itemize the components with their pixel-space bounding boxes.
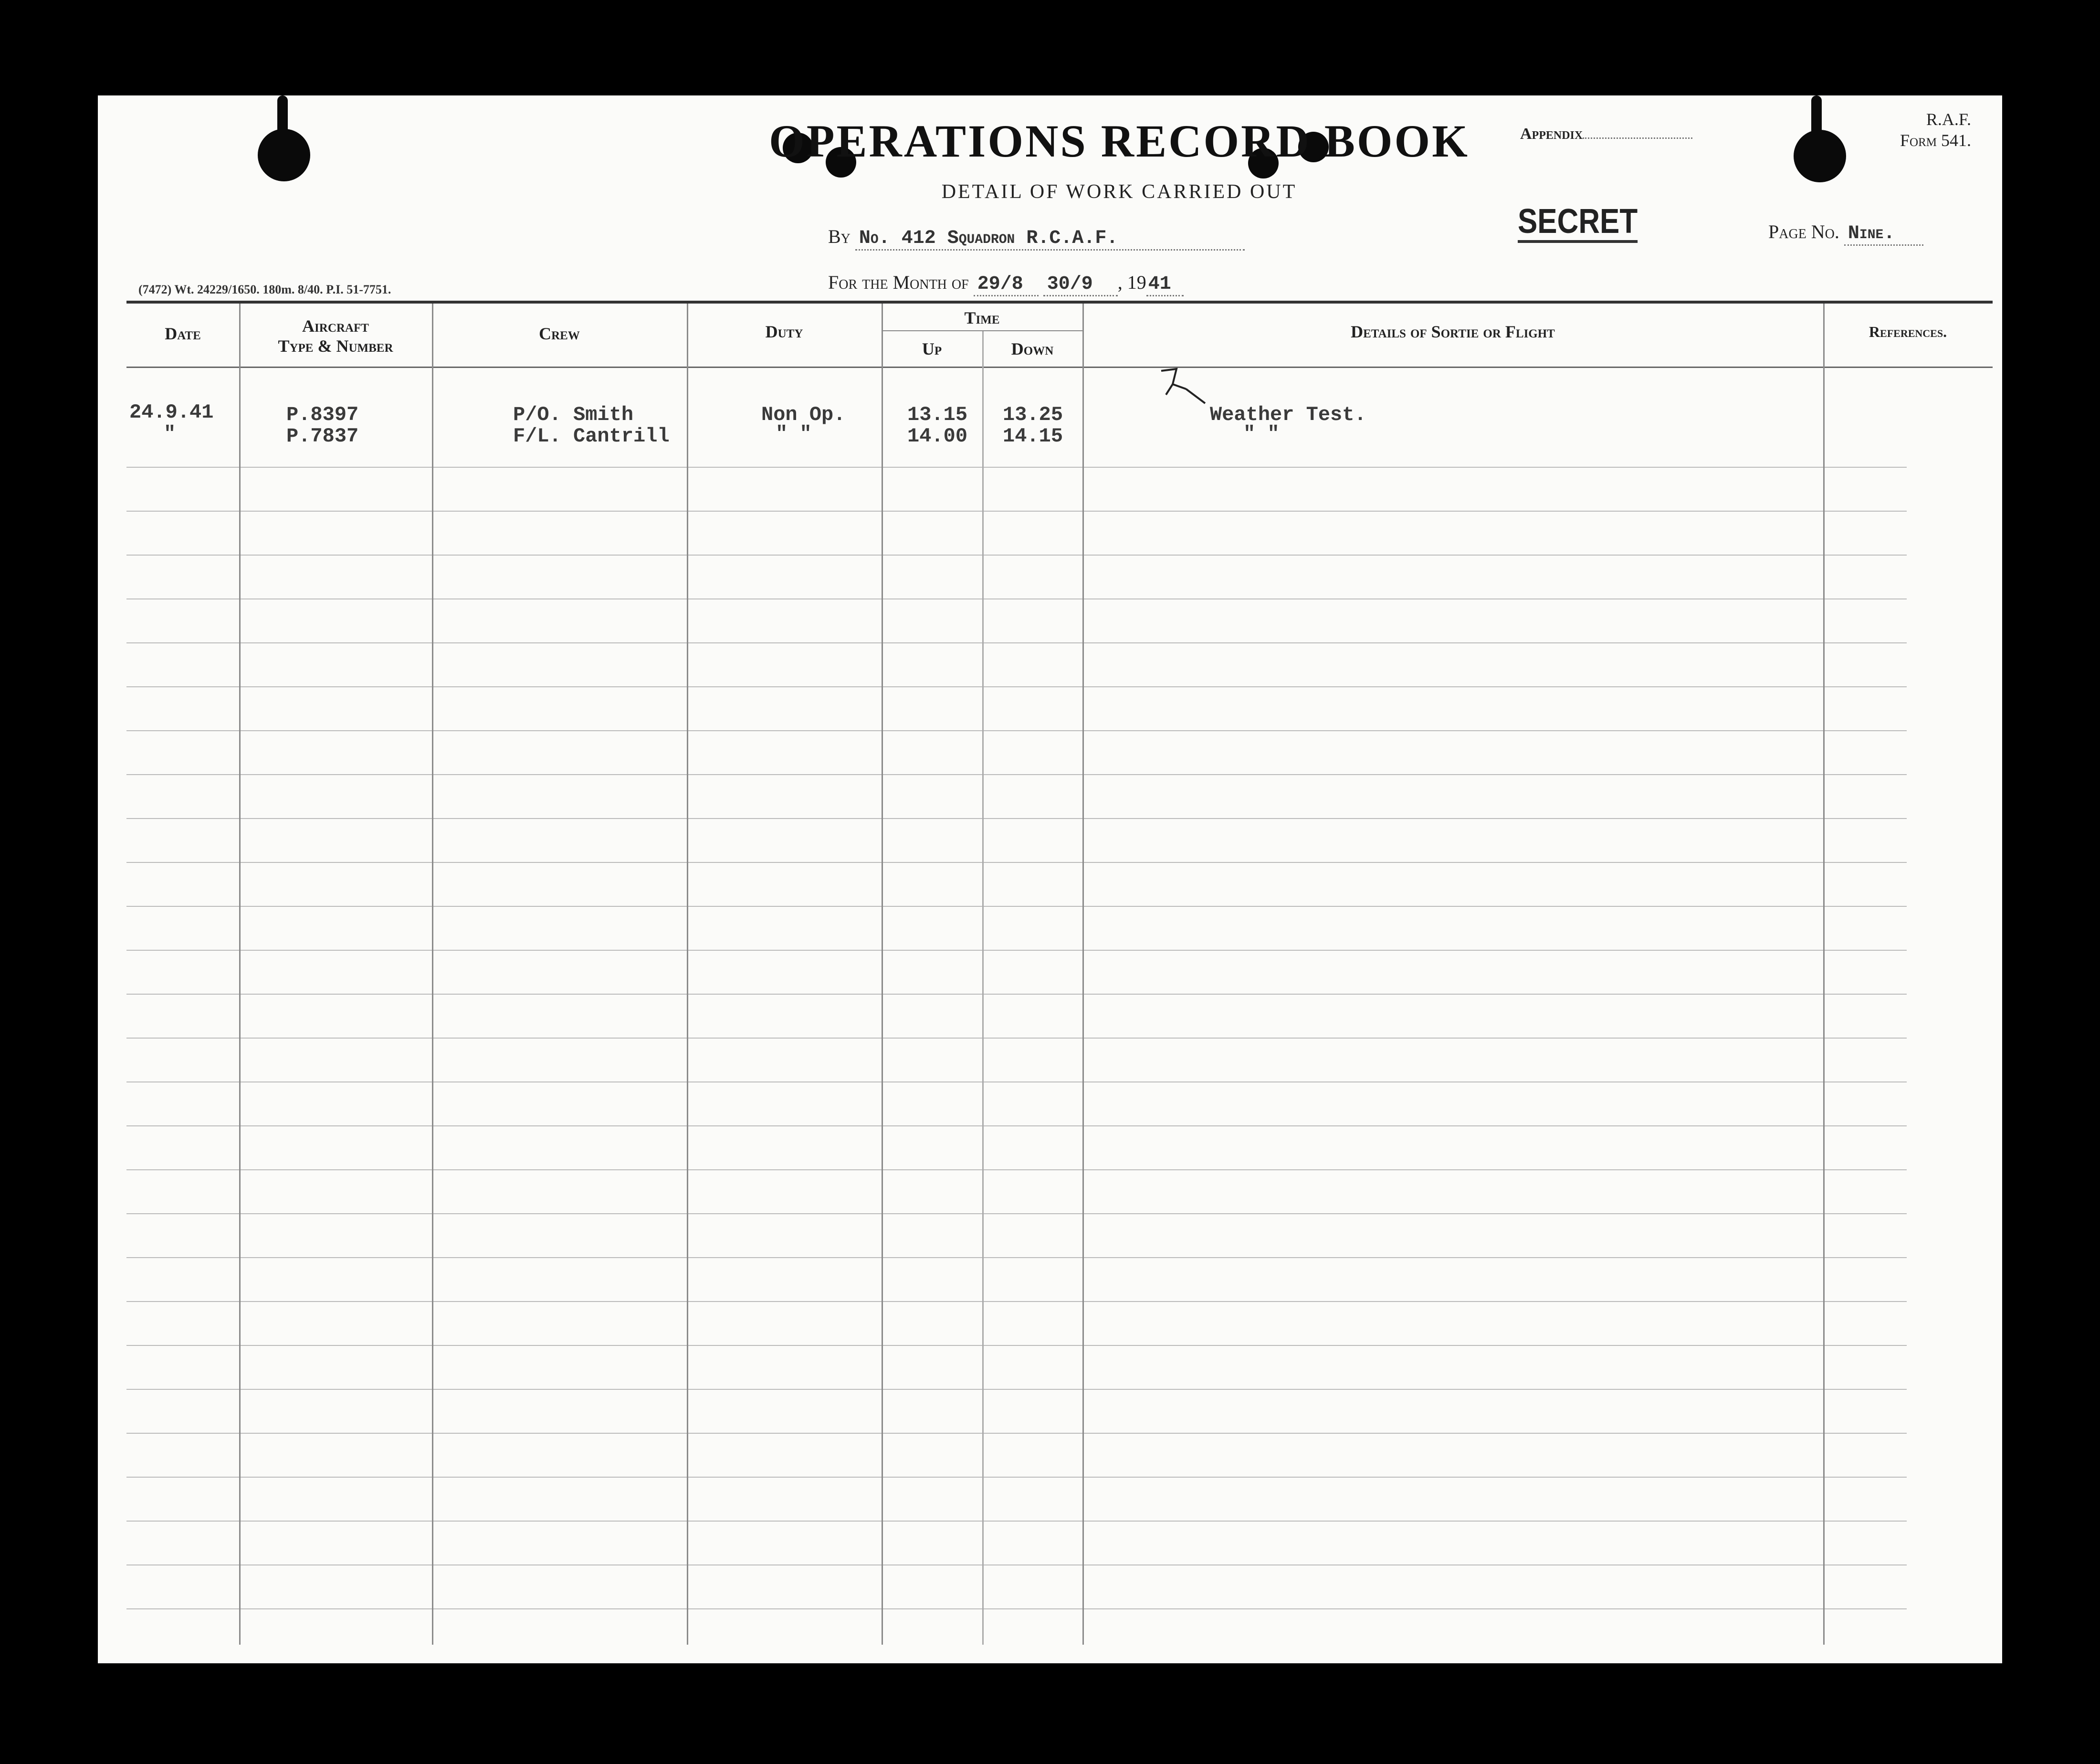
entry-aircraft: P.8397 (286, 403, 359, 426)
header-date: Date (165, 324, 201, 343)
ruled-line (126, 642, 1907, 643)
ruled-line (126, 1389, 1907, 1390)
ruled-line (126, 774, 1907, 775)
header-aircraft (239, 316, 432, 356)
appendix-label: Appendix (1520, 125, 1583, 143)
column-divider-duty (882, 304, 883, 1645)
form-subtitle: DETAIL OF WORK CARRIED OUT (941, 181, 1297, 203)
raf-label: R.A.F. (1926, 110, 1971, 129)
time-subheader-rule (882, 330, 1082, 331)
year-prefix: , 19 (1117, 272, 1146, 293)
ruled-line (126, 906, 1907, 907)
ruled-line (126, 1125, 1907, 1126)
unit-value: No. 412 Squadron R.C.A.F. (855, 228, 1245, 251)
entry-crew: P/O. Smith (513, 403, 634, 426)
header-references: References. (1869, 323, 1947, 340)
ruled-line (126, 1213, 1907, 1214)
header-aircraft-line2: Type & Number (278, 336, 393, 356)
ruled-line (126, 1564, 1907, 1565)
record-sheet (98, 95, 2002, 1663)
ruled-line (126, 730, 1907, 731)
entry-duty: Non Op. (761, 403, 846, 426)
ruled-line (126, 1477, 1907, 1478)
entry-aircraft: P.7837 (286, 425, 359, 448)
column-divider-time (1082, 304, 1084, 1645)
ruled-line (126, 1169, 1907, 1170)
ruled-line (126, 994, 1907, 995)
entry-date: 24.9.41 (129, 401, 214, 424)
ruled-line (126, 818, 1907, 819)
entry-duty: " " (776, 422, 812, 445)
column-divider-details (1823, 304, 1825, 1645)
by-label: By (828, 226, 850, 247)
header-up: Up (922, 339, 942, 358)
month-label: For the Month of (828, 272, 969, 293)
header-crew: Crew (539, 324, 580, 343)
column-divider-crew (687, 304, 688, 1645)
secret-stamp: SECRET (1518, 203, 1638, 243)
ruled-line (126, 1345, 1907, 1346)
column-divider-aircraft (432, 304, 433, 1645)
entry-up: 13.15 (907, 403, 968, 426)
page-number-value: Nine. (1844, 223, 1923, 246)
entry-up: 14.00 (907, 425, 968, 448)
month-from: 29/8 (974, 273, 1039, 296)
form-number-label: Form 541. (1900, 131, 1971, 150)
column-divider-up (982, 330, 984, 1645)
entry-down: 14.15 (1003, 425, 1063, 448)
entry-details: " " (1243, 422, 1280, 445)
ruled-line (126, 467, 1907, 468)
handwritten-tick-mark (1157, 365, 1215, 418)
entry-down: 13.25 (1003, 403, 1063, 426)
ruled-line (126, 1038, 1907, 1039)
year-value: 41 (1146, 273, 1184, 296)
column-divider-date (239, 304, 241, 1645)
ruled-line (126, 1433, 1907, 1434)
entry-date: " (164, 422, 176, 445)
ruled-line (126, 1301, 1907, 1302)
header-time: Time (964, 308, 1000, 327)
entry-crew: F/L. Cantrill (513, 425, 670, 448)
ruled-line (126, 598, 1907, 599)
ruled-line (126, 862, 1907, 863)
header-duty: Duty (765, 322, 803, 341)
ruled-line (126, 1521, 1907, 1522)
header-details: Details of Sortie or Flight (1351, 322, 1555, 341)
header-down: Down (1011, 339, 1054, 358)
month-to: 30/9 (1043, 273, 1118, 296)
form-title: OPERATIONS RECORD BOOK (769, 116, 1470, 167)
ruled-line (126, 950, 1907, 951)
ruled-line (126, 686, 1907, 687)
ruled-line (126, 511, 1907, 512)
ruled-line (126, 555, 1907, 556)
header-aircraft-line1: Aircraft (302, 316, 369, 336)
ruled-line (126, 1257, 1907, 1258)
ruled-line (126, 1608, 1907, 1609)
entry-details: Weather Test. (1210, 403, 1366, 426)
page-number-label: Page No. (1768, 221, 1839, 242)
print-code: (7472) Wt. 24229/1650. 180m. 8/40. P.I. 51-7751. (138, 283, 391, 296)
